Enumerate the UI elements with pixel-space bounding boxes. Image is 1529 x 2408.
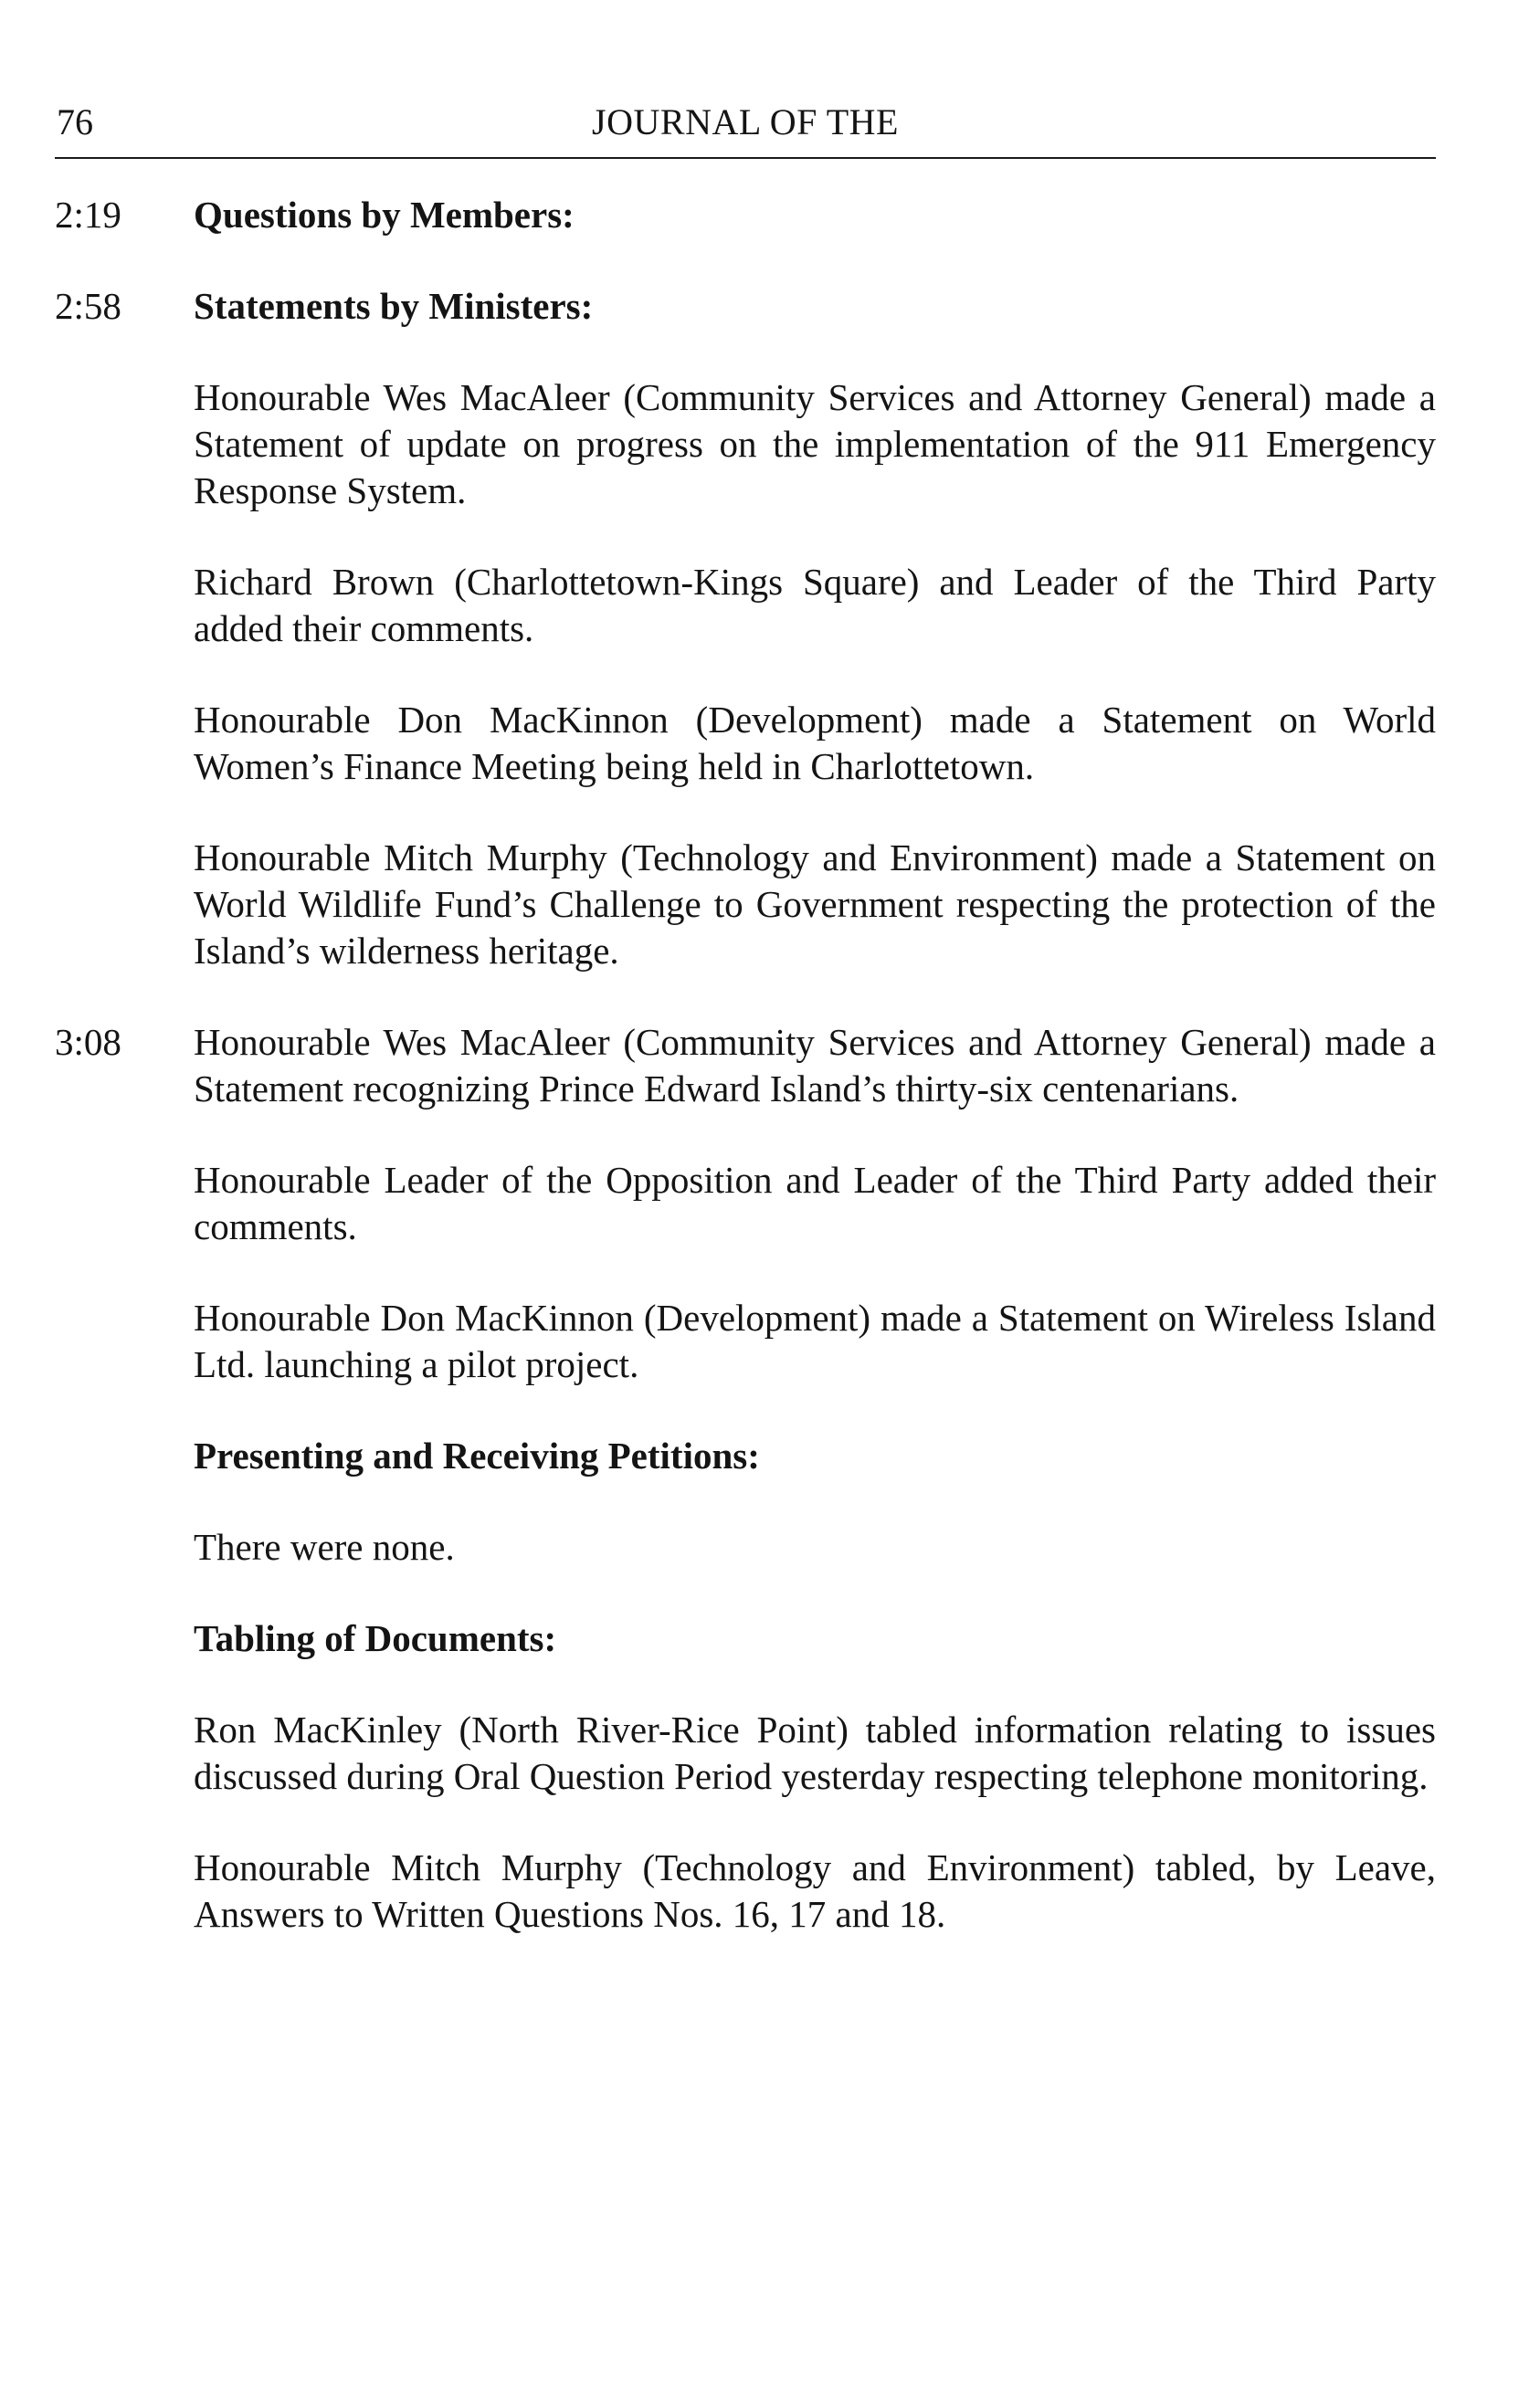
paragraph: Honourable Wes MacAleer (Community Services and Attorney General) made a Statement of update on progress on the implementation of the 911 Emergency Response System. bbox=[194, 376, 1436, 511]
running-title: JOURNAL OF THE bbox=[592, 101, 899, 142]
entry-content bbox=[194, 283, 1436, 974]
paragraph: Honourable Mitch Murphy (Technology and Environment) tabled, by Leave, Answers to Written Questions Nos. 16, 17 and 18. bbox=[194, 1846, 1436, 1935]
journal-entry-2-19 bbox=[55, 192, 1436, 238]
entry-content bbox=[194, 192, 1436, 238]
paragraph: Honourable Don MacKinnon (Development) made a Statement on Wireless Island Ltd. launching a pilot project. bbox=[194, 1297, 1436, 1385]
paragraph: There were none. bbox=[194, 1526, 455, 1568]
paragraph: Honourable Don MacKinnon (Development) made a Statement on World Women’s Finance Meeting being held in Charlottetown. bbox=[194, 699, 1436, 787]
paragraph: Honourable Wes MacAleer (Community Services and Attorney General) made a Statement recognizing Prince Edward Island’s thirty-six centenarians. bbox=[194, 1021, 1436, 1109]
paragraph: Ron MacKinley (North River-Rice Point) tabled information relating to issues discussed during Oral Question Period yesterday respecting telephone monitoring. bbox=[194, 1709, 1436, 1797]
section-heading-statements-by-ministers: Statements by Ministers: bbox=[194, 285, 594, 327]
page-number: 76 bbox=[57, 101, 93, 142]
entry-content bbox=[194, 1019, 1436, 1938]
journal-entry-3-08 bbox=[55, 1019, 1436, 1938]
paragraph: Richard Brown (Charlottetown-Kings Square) and Leader of the Third Party added their comments. bbox=[194, 561, 1436, 649]
section-heading-presenting-petitions: Presenting and Receiving Petitions: bbox=[194, 1435, 760, 1477]
page-header bbox=[55, 99, 1436, 159]
journal-body bbox=[55, 192, 1436, 1982]
entry-time: 2:58 bbox=[55, 285, 121, 327]
journal-entry-2-58 bbox=[55, 283, 1436, 974]
paragraph: Honourable Leader of the Opposition and Leader of the Third Party added their comments. bbox=[194, 1159, 1436, 1247]
section-heading-questions-by-members: Questions by Members: bbox=[194, 194, 575, 236]
paragraph: Honourable Mitch Murphy (Technology and Environment) made a Statement on World Wildlife Fund’s Challenge to Government respecting the protection of the Island’s wilderness heritage. bbox=[194, 836, 1436, 972]
entry-time: 2:19 bbox=[55, 194, 121, 236]
section-heading-tabling-of-documents: Tabling of Documents: bbox=[194, 1617, 557, 1659]
entry-time: 3:08 bbox=[55, 1021, 121, 1063]
